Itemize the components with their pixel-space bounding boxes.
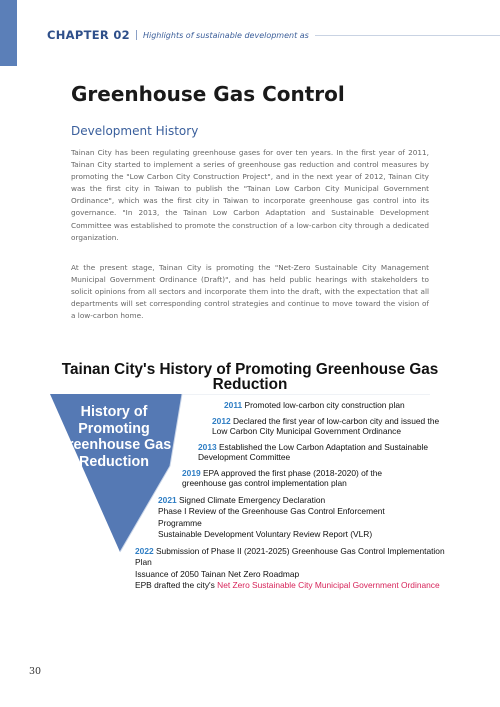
timeline-text: Declared the first year of low-carbon city and issued the [232, 416, 440, 426]
chapter-header [47, 27, 500, 43]
section-heading: Development History [71, 124, 199, 138]
chapter-edge-bar [0, 0, 17, 66]
funnel-label: History of Promoting Greenhouse Gas Reduction [56, 404, 172, 470]
timeline-text: greenhouse gas control implementation plan [182, 478, 347, 488]
timeline-item-2012 [212, 416, 439, 436]
timeline-text: Submission of Phase II (2021-2025) Greenhouse Gas Control Implementation [155, 546, 445, 556]
timeline-text: EPB drafted the city's [135, 580, 215, 591]
timeline-text: Signed Climate Emergency Declaration [178, 495, 326, 505]
chapter-label: CHAPTER 02 [47, 28, 130, 42]
page-title: Greenhouse Gas Control [71, 82, 345, 106]
timeline-highlight: Net Zero Sustainable City Municipal Government Ordinance [217, 580, 440, 591]
timeline-year: 2022 [135, 546, 154, 556]
timeline-text: Established the Low Carbon Adaptation and Sustainable [218, 442, 429, 452]
figure-title: Tainan City's History of Promoting Greenhouse Gas Reduction [61, 361, 439, 393]
timeline-text: Development Committee [198, 452, 291, 462]
body-paragraph-2: At the present stage, Tainan City is promoting the "Net-Zero Sustainable City Management Municipal Government Ordinance (Draft)", and has held public hearings with stakeholders to solicit opinions from all sectors and incorporate them into the draft, with the expectation that all departments will set corresponding control strategies and continue to move toward the vision of a low-carbon home. [71, 263, 429, 321]
timeline-text: Issuance of 2050 Tainan Net Zero Roadmap [135, 568, 300, 579]
body-paragraph-1: Tainan City has been regulating greenhouse gases for over ten years. In the first year of 2011, Tainan City started to implement a series of greenhouse gas reduction and control measures by promoting the "Low Carbon City Construction Project", and in the next year of 2012, Tainan City was the first city in Taiwan to publish the "Tainan Low Carbon City Municipal Government Ordinance", which was the first city in Taiwan to incorporate greenhouse gas control into its governance. "In 2013, the Tainan Low Carbon Adaptation and Sustainable Development Committee was established to promote the construction of a low-carbon city through a dedicated organization. [71, 148, 429, 242]
header-separator [136, 30, 137, 40]
timeline-year: 2011 [224, 400, 243, 410]
timeline-item-2019 [182, 468, 382, 488]
timeline-text: Sustainable Development Voluntary Review Report (VLR) [158, 529, 373, 540]
timeline-year: 2013 [198, 442, 217, 452]
timeline-year: 2019 [182, 468, 201, 478]
timeline-item-2011 [224, 400, 405, 410]
timeline-item-2013 [198, 442, 428, 462]
page-number: 30 [29, 666, 42, 677]
chapter-subtitle: Highlights of sustainable development as [142, 30, 309, 40]
timeline-text: Phase I Review of the Greenhouse Gas Control Enforcement [158, 506, 385, 517]
timeline-text: Low Carbon City Municipal Government Ordinance [212, 426, 401, 436]
header-rule [315, 35, 500, 36]
timeline-text: Promoted low-carbon city construction plan [244, 400, 405, 410]
timeline-text: EPA approved the first phase (2018-2020) of the [202, 468, 383, 478]
timeline-text: Programme [158, 517, 202, 528]
timeline-year: 2021 [158, 495, 177, 505]
timeline-item-2022 [135, 546, 445, 592]
timeline-text: Plan [135, 557, 152, 568]
timeline-item-2021 [158, 495, 385, 541]
timeline-year: 2012 [212, 416, 231, 426]
